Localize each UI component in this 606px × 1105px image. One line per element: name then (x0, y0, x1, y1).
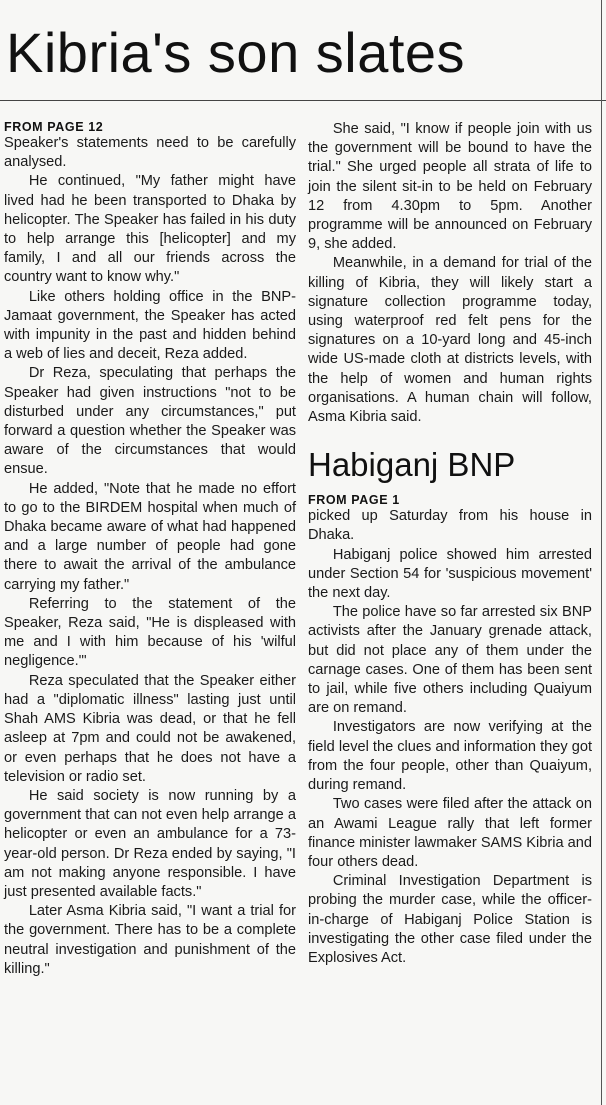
story1-paragraph: She said, "I know if people join with us the government will be bound to have the trial." She urged people all strata of life to join the silent sit-in to be held on February 12 from 4.30pm to 5pm. Another programme will be announced on February 9, she added. (308, 121, 592, 253)
story1-paragraph: Meanwhile, in a demand for trial of the killing of Kibria, they will likely start a signature collection programme today, using waterproof red felt pens for the signatures on a 10-yard long and 45-inch wide US-made cloth at districts levels, with the help of women and human rights organisations. A human chain will follow, Asma Kibria said. (308, 255, 592, 426)
story1-paragraph: He said society is now running by a government that can not even help arrange a helicopter or even an ambulance for a 73-year-old person. Dr Reza ended by saying, "I am not making anyone responsible. I have just presented available facts." (4, 787, 296, 900)
story1-paragraph: He added, "Note that he made no effort to go to the BIRDEM hospital when much of Dhaka became aware of what had happened and a large number of people had gone there to await the arrival of the ambulance carrying my father." (4, 480, 296, 593)
story1-paragraph: Referring to the statement of the Speaker, Reza said, "He is displeased with me and I with him because of his 'wilful negligence.'" (4, 595, 296, 670)
story1-paragraph: Dr Reza, speculating that perhaps the Speaker had given instructions "not to be disturbed under any circumstances," put forward a question whether the Speaker was aware of the circumstances that would ensue. (4, 365, 296, 478)
story2-paragraph: Investigators are now verifying at the field level the clues and information they got from the four people, other than Quaiyum, during remand. (308, 719, 592, 794)
story2-paragraph: Criminal Investigation Department is probing the murder case, while the officer-in-charge of Habiganj Police Station is investigating the other case filed under the Explosives Act. (308, 873, 592, 966)
headline: Kibria's son slates (6, 21, 466, 84)
story1-paragraph: Like others holding office in the BNP-Jamaat government, the Speaker has acted with impunity in the past and hidden behind a web of lies and deceit, Reza added. (4, 288, 296, 363)
left-column (4, 120, 296, 979)
story2-headline: Habiganj BNP (308, 446, 516, 484)
story2-paragraph: Habiganj police showed him arrested under Section 54 for 'suspicious movement' the next day. (308, 546, 592, 602)
headline-rule (0, 100, 606, 101)
story1-paragraph: Later Asma Kibria said, "I want a trial for the government. There has to be a complete neutral investigation and punishment of the killing." (4, 903, 296, 977)
story2-paragraph: The police have so far arrested six BNP activists after the January grenade attack, but did not place any of them under the carnage cases. One of them has been sent to jail, while five others including Quaiyum are on remand. (308, 604, 592, 717)
story2-kicker: FROM PAGE 1 (308, 493, 400, 508)
story1-kicker: FROM PAGE 12 (4, 120, 104, 134)
column-border (601, 0, 602, 1105)
story2-paragraph: Two cases were filed after the attack on an Awami League rally that left former finance minister lawmaker SAMS Kibria and four others dead. (308, 796, 592, 870)
story1-paragraph: Reza speculated that the Speaker either had a "diplomatic illness" lasting just until Shah AMS Kibria was dead, or that he fell asleep at 7pm and could not be awakened, or even perhaps that he does not have a television or radio set. (4, 672, 296, 785)
right-column (308, 120, 592, 968)
story1-paragraph: Speaker's statements need to be carefully analysed. (4, 135, 296, 171)
story2-paragraph: picked up Saturday from his house in Dhaka. (308, 508, 592, 544)
story1-paragraph: He continued, "My father might have lived had he been transported to Dhaka by helicopter. The Speaker has failed in his duty to help arrange this [helicopter] and my family, I and all our friends across the country want to know why." (4, 173, 296, 286)
